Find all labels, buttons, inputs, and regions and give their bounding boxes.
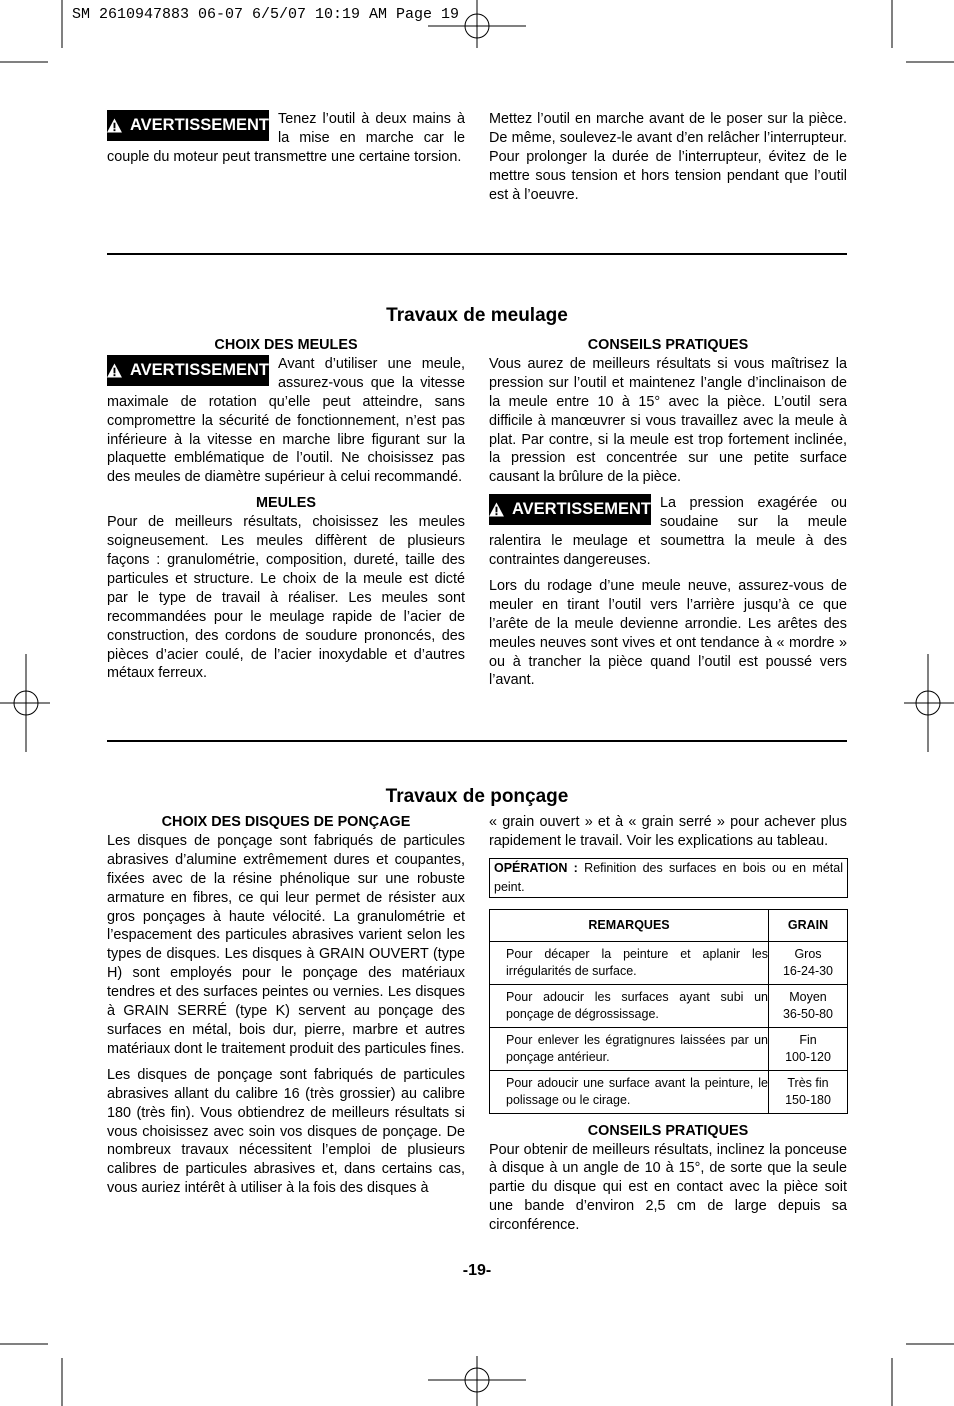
- grain-name: Gros: [794, 946, 822, 961]
- poncage-right-column: [489, 813, 847, 1235]
- grain-name: Très fin: [787, 1075, 829, 1090]
- print-slug: SM 2610947883 06-07 6/5/07 10:19 AM Page 19: [72, 6, 460, 23]
- choix-meules-warning-text: Avant d’utiliser une meule, assurez-vous que la vitesse maximale de rotation qu’elle peut atteindre, sans compromettre la sécurité de fonctionnement, n’est pas inférieure à la vitesse en marche libre figurant sur la plaquette emblématique de l’outil. Ne choisissez pas des meules de diamètre supérieur à celui recommandé.: [107, 355, 465, 486]
- meules-heading: MEULES: [256, 495, 316, 512]
- operation-label: OPÉRATION :: [494, 860, 578, 875]
- pressure-warning-text: La pression exagérée ou soudaine sur la meule ralentira le meulage et soumettra la meule à des contraintes dangereuses.: [489, 495, 847, 568]
- meules-text: Pour de meilleurs résultats, choisissez les meules soigneusement. Les meules diffèrent de plusieurs façons : granulométrie, composition, dureté, taille des particules et structure. Le choix de la meule est dicté par le type de travail à réaliser. Les meules sont recommandées pour le meulage rapide de l’acier de construction, des cordons de soudure prononcés, des pièces d’acier coulé, de l’acier inoxydable et d’autres métaux ferreux.: [107, 514, 465, 682]
- grain-header: GRAIN: [769, 909, 848, 941]
- choix-disques-heading: CHOIX DES DISQUES DE PONÇAGE: [161, 814, 411, 830]
- warning-triangle-icon: [107, 118, 122, 133]
- grit-table: [489, 858, 848, 1114]
- grain-name: Fin: [799, 1032, 817, 1047]
- warning-badge: [489, 494, 651, 525]
- section-divider: [107, 253, 847, 255]
- rodage-text: Lors du rodage d’une meule neuve, assurez-vous de meuler en tirant l’outil vers l’arrière jusqu’à ce que l’arête de la meule devienne arrondie. Les arêtes des meules neuves sont vives et ont tendance à « mordre » ou à trancher la pièce quand l’outil est poussé vers l’avant.: [489, 577, 847, 689]
- poncage-left-column: [107, 813, 465, 1198]
- remarque-cell: Pour adoucir les surfaces ayant subi un ponçage de dégrossissage.: [490, 984, 769, 1027]
- torque-warning-text: Tenez l’outil à deux mains à la mise en marche car le couple du moteur peut transmettre une certaine torsion.: [107, 111, 465, 165]
- meulage-left-column: [107, 336, 465, 683]
- remarques-header: REMARQUES: [490, 909, 769, 941]
- grain-calibres: 150-180: [785, 1092, 831, 1107]
- disques-text-1: Les disques de ponçage sont fabriqués de particules abrasives d’alumine extrêmement dures et coupantes, fixées avec de la résine phénolique sur une robuste armature en fibres, ce qui leur permet de résister aux gros ponçages à haute vélocité. La granulométrie et l’espacement des particules abrasives varient selon les types de disques. Les disques à GRAIN OUVERT (type H) sont employés pour le ponçage des matériaux tendres et des surfaces peintes ou vernies. Les disques à GRAIN SERRÉ (type K) servent au ponçage des surfaces en métal, bois dur, pierre, marbre et autres matériaux dont le traitement produit des particules fines.: [107, 832, 465, 1057]
- poncage-conseils-text: Pour obtenir de meilleurs résultats, inclinez la ponceuse à disque à un angle de 10 à 15°, de sorte que la seule partie du disque qui est en contact avec la pièce soit une bande d’environ 2,5 cm de large depuis sa circonférence.: [489, 1141, 847, 1234]
- grain-calibres: 16-24-30: [782, 963, 834, 978]
- remarque-cell: Pour adoucir une surface avant la peinture, le polissage ou le cirage.: [490, 1070, 769, 1113]
- table-row: [490, 941, 848, 984]
- disques-text-continued: « grain ouvert » et à « grain serré » pour achever plus rapidement le travail. Voir les explications au tableau.: [489, 814, 847, 849]
- top-left-block: [107, 110, 465, 167]
- poncage-conseils-heading: CONSEILS PRATIQUES: [587, 1122, 749, 1139]
- grain-cell: [769, 941, 848, 984]
- grain-cell: [769, 984, 848, 1027]
- warning-triangle-icon: [107, 363, 122, 378]
- warning-triangle-icon: [489, 502, 504, 517]
- warning-label: AVERTISSEMENT: [129, 116, 269, 134]
- warning-badge: [107, 355, 269, 386]
- table-spacer: [490, 897, 848, 909]
- switch-advice-text: Mettez l’outil en marche avant de le poser sur la pièce. De même, soulevez-le avant d’en relâcher l’interrupteur. Pour prolonger la durée de l’interrupteur, évitez de le mettre sous tension et hors tension pendant que l’outil est à l’oeuvre.: [489, 111, 847, 203]
- operation-row: [490, 858, 848, 897]
- warning-label: AVERTISSEMENT: [511, 500, 651, 519]
- page-number: -19-: [462, 1262, 492, 1279]
- poncage-title: Travaux de ponçage: [385, 786, 569, 807]
- table-row: [490, 1070, 848, 1113]
- operation-text: Refinition des surfaces en bois ou en métal peint.: [494, 860, 843, 894]
- disques-text-2: Les disques de ponçage sont fabriqués de particules abrasives allant du calibre 16 (très grossier) au calibre 180 (très fin). Vous obtiendrez de meilleurs résultats si vous choisissez avec soin vos disques de ponçage. De nombreux travaux nécessitent l’emploi de plusieurs calibres de particules abrasives et, dans certains cas, vous auriez intérêt à utiliser à la fois des disques à: [107, 1066, 465, 1197]
- top-right-block: [489, 110, 847, 205]
- meulage-right-column: [489, 336, 847, 690]
- grain-cell: [769, 1070, 848, 1113]
- warning-badge: [107, 110, 269, 141]
- warning-label: AVERTISSEMENT: [129, 360, 269, 379]
- meulage-title: Travaux de meulage: [386, 305, 568, 326]
- grain-calibres: 36-50-80: [782, 1006, 834, 1021]
- grain-calibres: 100-120: [785, 1049, 831, 1064]
- conseils-text: Vous aurez de meilleurs résultats si vous maîtrisez la pression sur l’outil et maintenez l’angle d’inclinaison de la meule entre 10 à 15° avec la pièce. L’outil sera difficile à manœuvrer si vous travaillez avec la meule à plat. Par contre, si la meule est trop fortement inclinée, la pression est concentrée sur une petite surface causant la brûlure de la pièce.: [489, 355, 847, 486]
- grain-name: Moyen: [789, 989, 827, 1004]
- remarque-cell: Pour décaper la peinture et aplanir les irrégularités de surface.: [490, 941, 769, 984]
- conseils-heading: CONSEILS PRATIQUES: [587, 337, 749, 353]
- section-divider: [107, 740, 847, 742]
- remarque-cell: Pour enlever les égratignures laissées par un ponçage antérieur.: [490, 1027, 769, 1070]
- table-row: [490, 1027, 848, 1070]
- table-row: [490, 984, 848, 1027]
- choix-meules-heading: CHOIX DES MEULES: [214, 337, 358, 353]
- grain-cell: [769, 1027, 848, 1070]
